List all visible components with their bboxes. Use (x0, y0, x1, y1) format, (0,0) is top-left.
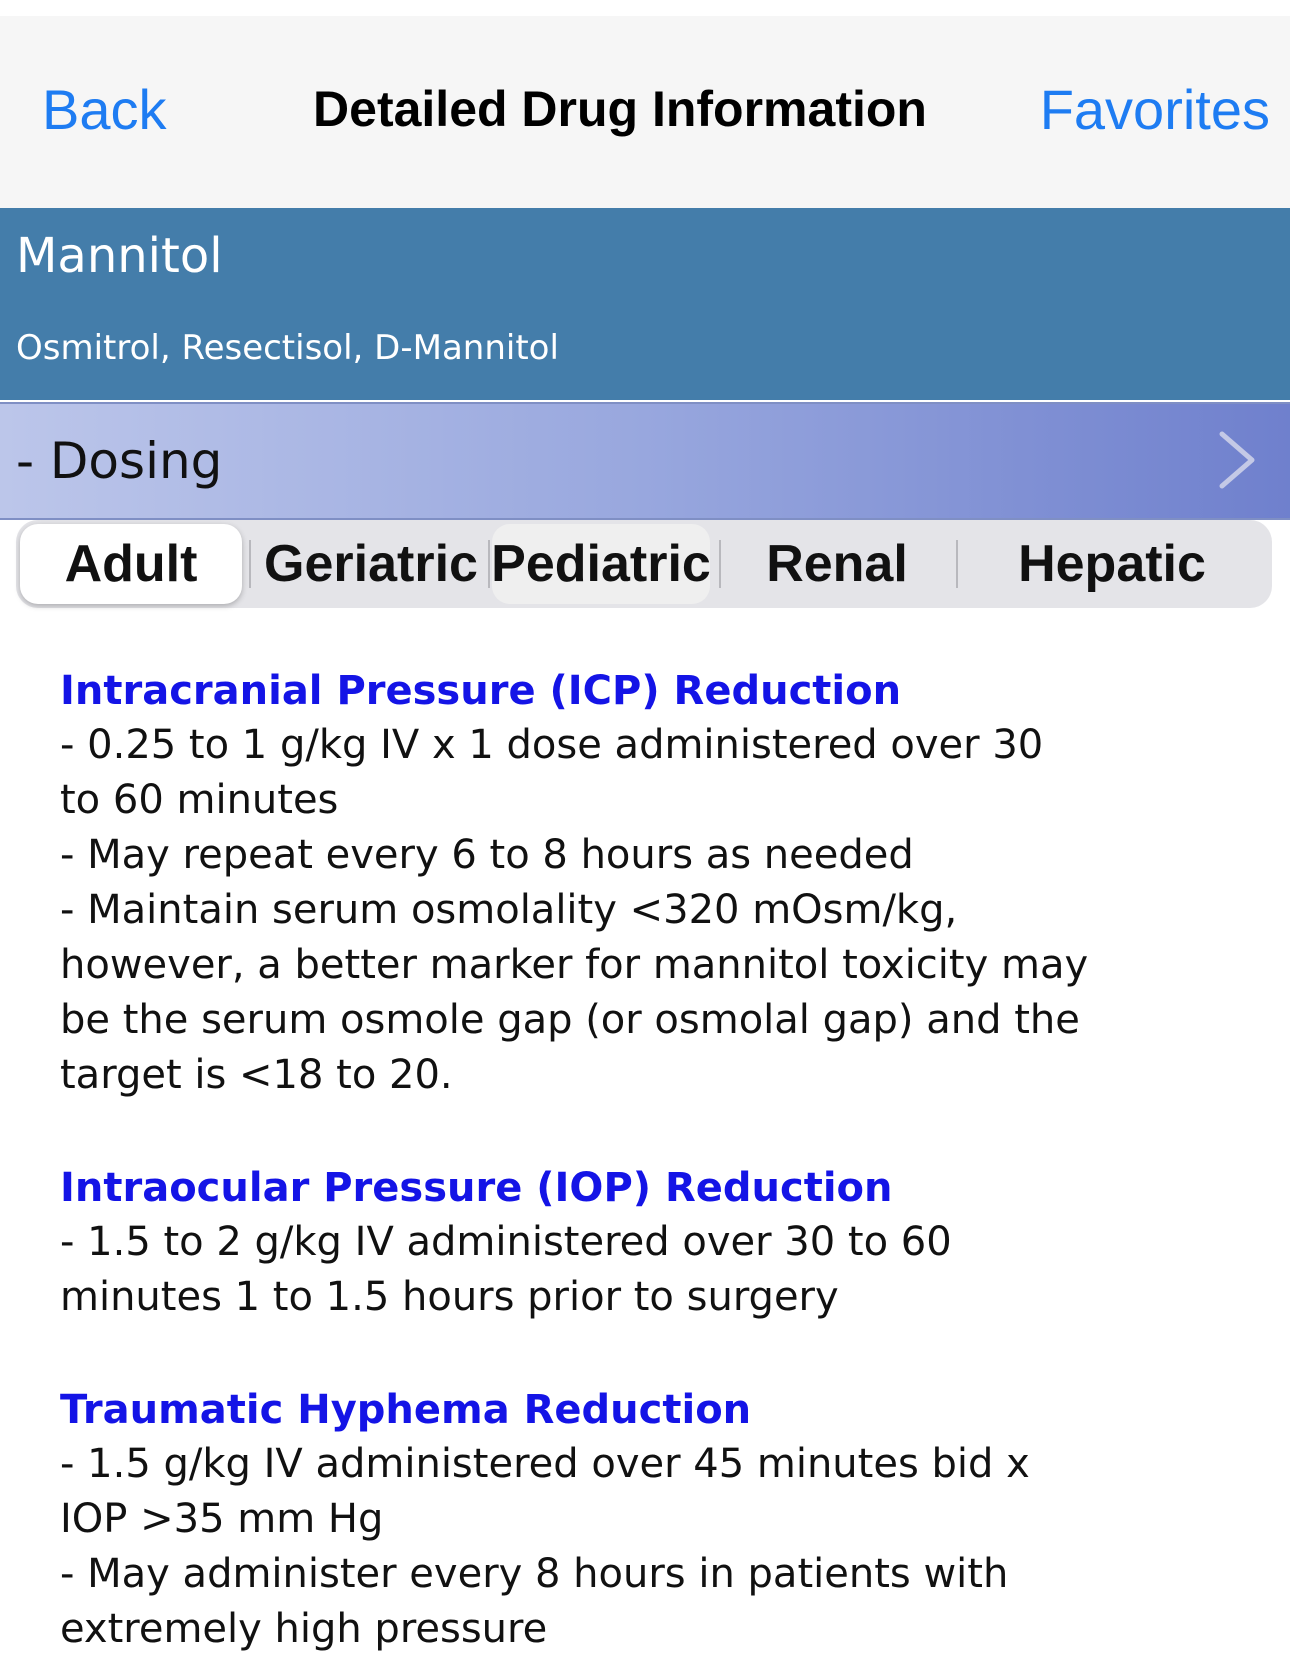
tab-hepatic-label: Hepatic (1018, 535, 1206, 593)
back-button[interactable]: Back (42, 78, 167, 141)
dosing-line: - May repeat every 6 to 8 hours as needed (60, 832, 914, 878)
dosing-line: - 0.25 to 1 g/kg IV x 1 dose administered over 30 (60, 722, 1044, 768)
dosing-line: minutes 1 to 1.5 hours prior to surgery (60, 1274, 839, 1320)
dosing-line: IOP >35 mm Hg (60, 1496, 384, 1542)
page-title: Detailed Drug Information (313, 81, 927, 137)
indication-icp (60, 664, 1260, 1103)
status-strip (0, 0, 1290, 16)
dosing-line: to 60 minutes (60, 777, 339, 823)
favorites-button[interactable]: Favorites (1039, 78, 1270, 141)
tab-geriatric[interactable] (256, 524, 486, 604)
dosing-line: - 1.5 to 2 g/kg IV administered over 30 to 60 (60, 1219, 952, 1265)
tab-adult-label: Adult (64, 535, 198, 593)
segment-divider (956, 540, 958, 588)
dosing-line: - Maintain serum osmolality <320 mOsm/kg, (60, 887, 958, 933)
segment-divider (488, 540, 490, 588)
indication-title: Traumatic Hyphema Reduction (60, 1387, 752, 1433)
dosing-line: be the serum osmole gap (or osmolal gap) and the (60, 997, 1080, 1043)
population-segmented-control (16, 520, 1272, 608)
section-label: - Dosing (16, 432, 223, 490)
navigation-bar (0, 16, 1290, 208)
tab-pediatric-label: Pediatric (491, 535, 711, 593)
tab-pediatric[interactable] (492, 524, 710, 604)
dosing-line: however, a better marker for mannitol toxicity may (60, 942, 1089, 988)
dosing-line: - May administer every 8 hours in patients with (60, 1551, 1009, 1597)
indication-iop (60, 1161, 1260, 1325)
drug-header (0, 208, 1290, 400)
drug-name: Mannitol (16, 228, 223, 284)
tab-geriatric-label: Geriatric (264, 535, 478, 593)
chevron-right-icon (1200, 428, 1264, 492)
dosing-section-toggle[interactable] (0, 402, 1290, 520)
dosing-line: target is <18 to 20. (60, 1052, 453, 1098)
indication-title: Intracranial Pressure (ICP) Reduction (60, 668, 902, 714)
tab-renal-label: Renal (766, 535, 908, 593)
segment-divider (719, 540, 721, 588)
dosing-content (60, 664, 1260, 1673)
tab-adult[interactable] (20, 524, 242, 604)
segment-divider (249, 540, 251, 588)
indication-hyphema (60, 1383, 1260, 1657)
tab-renal[interactable] (726, 524, 948, 604)
tab-hepatic[interactable] (962, 524, 1262, 604)
dosing-line: extremely high pressure (60, 1606, 548, 1652)
dosing-line: - 1.5 g/kg IV administered over 45 minutes bid x (60, 1441, 1030, 1487)
indication-title: Intraocular Pressure (IOP) Reduction (60, 1165, 893, 1211)
drug-brand-names: Osmitrol, Resectisol, D-Mannitol (16, 328, 559, 368)
